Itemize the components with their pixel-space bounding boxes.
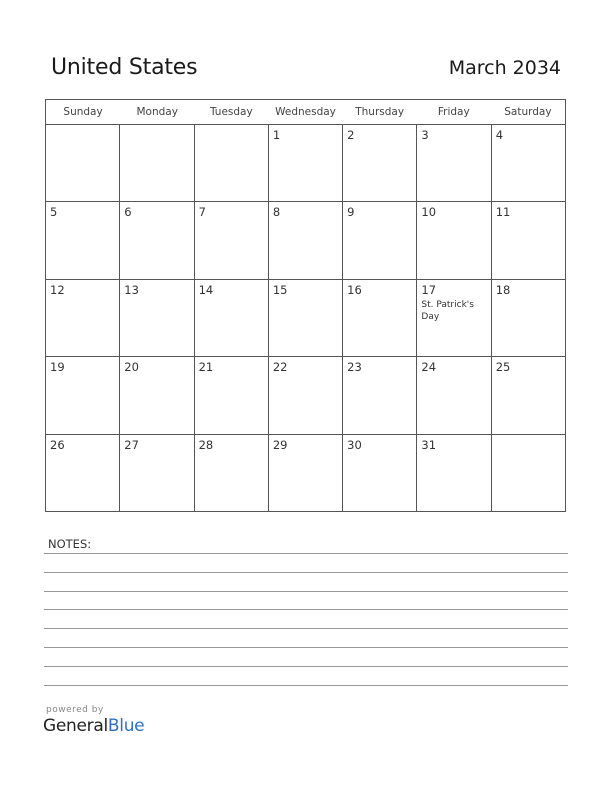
note-line (44, 628, 568, 629)
day-number: 14 (198, 282, 214, 297)
day-number: 15 (272, 282, 288, 297)
day-cell (417, 125, 491, 201)
day-number: 24 (421, 360, 437, 375)
note-line (44, 647, 568, 648)
day-number: 4 (495, 128, 504, 142)
day-number: 19 (50, 360, 65, 375)
brand-blue: Blue (107, 716, 145, 736)
weekday-thursday: Thursday (355, 106, 405, 118)
week-row-1 (46, 125, 565, 202)
day-cell (492, 357, 565, 433)
day-cell (46, 357, 120, 433)
day-cell (195, 435, 269, 512)
day-cell (120, 125, 194, 201)
day-number: 17 (421, 282, 437, 297)
day-number: 26 (50, 437, 65, 452)
day-number: 22 (272, 360, 288, 375)
day-cell (195, 357, 269, 433)
notes-label: NOTES: (48, 537, 92, 551)
day-number: 11 (495, 205, 511, 220)
day-number: 1 (272, 128, 281, 142)
weekday-header-row (46, 100, 565, 125)
country-title: United States (51, 55, 198, 80)
day-number: 21 (198, 360, 214, 375)
day-cell (195, 280, 269, 356)
weekday-wednesday: Wednesday (275, 106, 336, 118)
day-cell (46, 435, 120, 512)
day-cell (269, 435, 343, 512)
day-number: 3 (421, 128, 429, 142)
day-number: 9 (347, 205, 355, 220)
note-line (44, 609, 568, 610)
day-cell (343, 280, 417, 356)
day-cell (492, 435, 565, 512)
day-number: 20 (124, 360, 139, 375)
day-cell (269, 280, 343, 356)
week-row-5 (46, 435, 565, 512)
day-cell (269, 125, 343, 201)
day-number: 30 (347, 437, 362, 452)
week-row-2 (46, 202, 565, 279)
note-line (44, 666, 568, 667)
weekday-tuesday: Tuesday (209, 106, 253, 118)
note-line (44, 572, 568, 573)
note-line (44, 591, 568, 592)
week-row-3 (46, 280, 565, 357)
day-cell (269, 357, 343, 433)
weekday-monday: Monday (136, 106, 178, 118)
holiday-label: St. Patrick's Day (421, 299, 474, 322)
day-cell (46, 202, 120, 278)
weekday-sunday: Sunday (63, 106, 103, 118)
day-number: 5 (50, 205, 58, 220)
day-cell (417, 435, 491, 512)
day-cell (195, 202, 269, 278)
day-number: 25 (495, 360, 511, 375)
generalblue-logo (43, 716, 144, 736)
day-cell (120, 435, 194, 512)
day-cell (195, 125, 269, 201)
day-cell (120, 357, 194, 433)
day-cell (492, 280, 565, 356)
day-number: 18 (495, 282, 511, 297)
note-line (44, 553, 568, 554)
day-number: 28 (198, 437, 214, 452)
day-cell (492, 202, 565, 278)
day-cell (417, 357, 491, 433)
day-cell (492, 125, 565, 201)
day-number: 16 (347, 282, 362, 297)
day-cell (269, 202, 343, 278)
day-number: 13 (124, 282, 139, 297)
day-cell (343, 357, 417, 433)
day-cell (46, 280, 120, 356)
weekday-saturday: Saturday (504, 106, 552, 118)
day-cell (343, 435, 417, 512)
day-cell (343, 202, 417, 278)
brand-general: General (43, 716, 108, 736)
week-row-4 (46, 357, 565, 434)
day-number: 23 (347, 360, 362, 375)
day-number: 12 (50, 282, 65, 297)
day-cell (46, 125, 120, 201)
day-number: 6 (124, 205, 132, 220)
day-cell (417, 280, 491, 356)
powered-by-text: powered by (46, 705, 104, 715)
day-number: 27 (124, 437, 139, 452)
day-cell (120, 202, 194, 278)
day-cell (343, 125, 417, 201)
month-title: March 2034 (448, 57, 561, 79)
day-number: 29 (272, 437, 288, 452)
day-number: 2 (347, 128, 355, 142)
note-line (44, 685, 568, 686)
day-cell (120, 280, 194, 356)
weekday-friday: Friday (437, 106, 470, 118)
calendar-grid (45, 99, 566, 512)
day-number: 10 (421, 205, 437, 220)
day-number: 31 (421, 437, 437, 452)
day-number: 8 (272, 205, 281, 220)
day-number: 7 (198, 205, 206, 220)
day-cell (417, 202, 491, 278)
